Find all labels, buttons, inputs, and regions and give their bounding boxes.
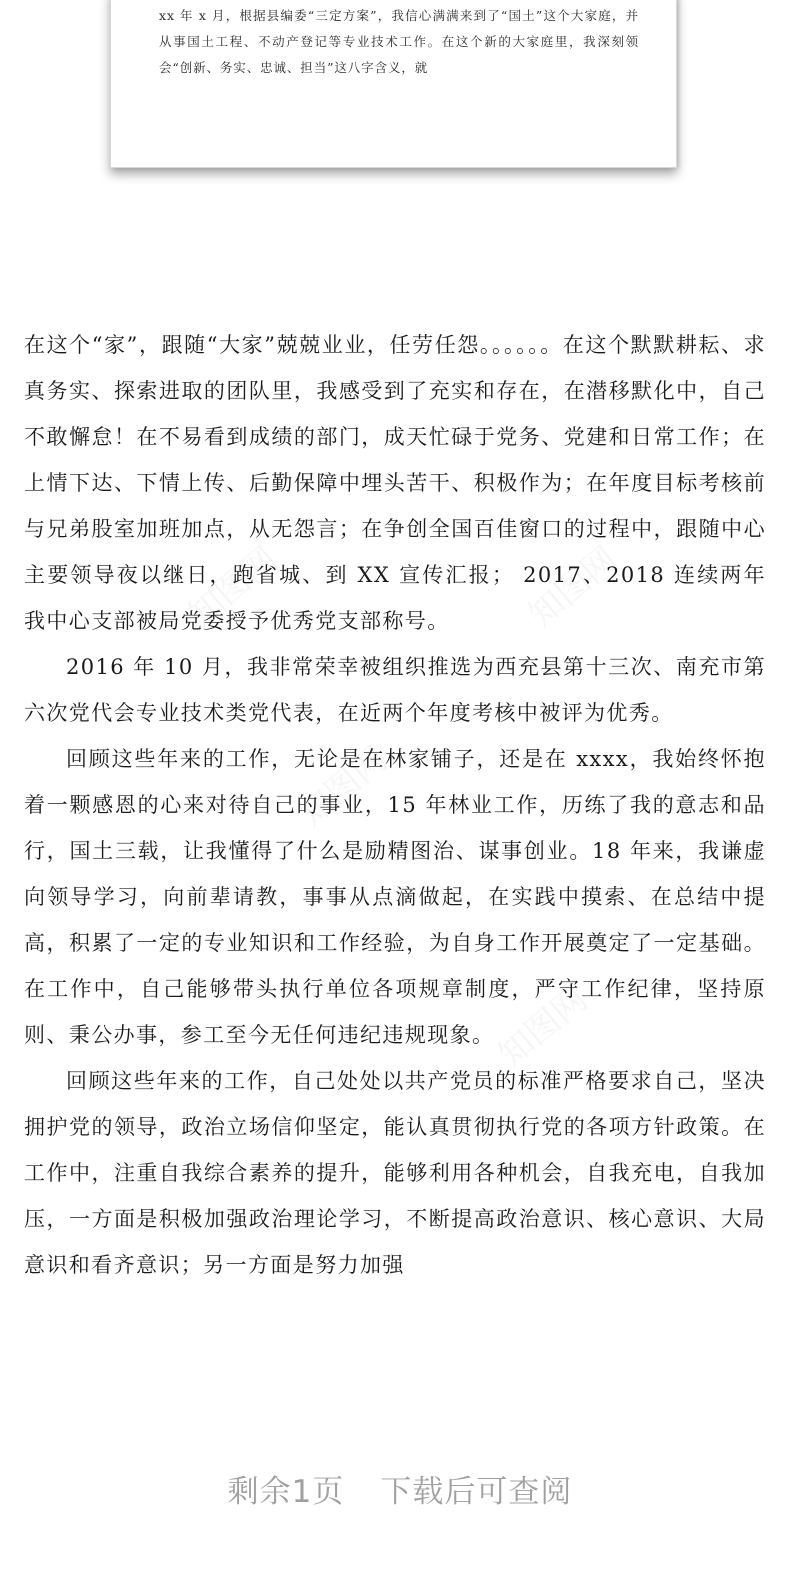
remaining-pages-label: 剩余1页 xyxy=(227,1474,345,1510)
watermark: 知图网 xyxy=(521,539,626,636)
watermark: 知图网 xyxy=(181,539,286,636)
preview-text: xx 年 x 月，根据县编委“三定方案”，我信心满满来到了“国土”这个大家庭，并从事国土工程、不动产登记等专业技术工作。在这个新的大家庭里，我深刻领会“创新、务实、忠诚、担当”这八字含义，就 xyxy=(159,8,639,75)
paragraph: 回顾这些年来的工作，自己处处以共产党员的标准严格要求自己，坚决拥护党的领导，政治立场信仰坚定，能认真贯彻执行党的各项方针政策。在工作中，注重自我综合素养的提升，能够利用各种机会，自我充电，自我加压，一方面是积极加强政治理论学习，不断提高政治意识、核心意识、大局意识和看齐意识；另一方面是努力加强 xyxy=(24,1069,766,1277)
download-hint-label: 下载后可查阅 xyxy=(380,1474,573,1510)
page-preview-card xyxy=(110,0,677,168)
watermark: 知图网 xyxy=(491,979,596,1076)
document-body xyxy=(24,322,766,1288)
paragraph: 回顾这些年来的工作，无论是在林家铺子，还是在 xxxx，我始终怀抱着一颗感恩的心来对待自己的事业，15 年林业工作，历练了我的意志和品行，国土三载，让我懂得了什么是励精图治、谋事创业。18 年来，我谦虚向领导学习，向前辈请教，事事从点滴做起，在实践中摸索、在总结中提高，积累了一定的专业知识和工作经验，为自身工作开展奠定了一定基础。在工作中，自己能够带头执行单位各项规章制度，严守工作纪律，坚持原则、秉公办事，参工至今无任何违纪违规现象。 xyxy=(24,747,766,1047)
paragraph: 2016 年 10 月，我非常荣幸被组织推选为西充县第十三次、南充市第六次党代会专业技术类党代表，在近两个年度考核中被评为优秀。 xyxy=(24,655,766,725)
download-prompt[interactable] xyxy=(0,1466,800,1511)
watermark: 知图网 xyxy=(291,739,396,836)
paragraph: 在这个“家”，跟随“大家”兢兢业业，任劳任怨。。。。。。在这个默默耕耘、求真务实、探索进取的团队里，我感受到了充实和存在，在潜移默化中，自己不敢懈怠！在不易看到成绩的部门，成天忙碌于党务、党建和日常工作；在上情下达、下情上传、后勤保障中埋头苦干、积极作为；在年度目标考核前与兄弟股室加班加点，从无怨言；在争创全国百佳窗口的过程中，跟随中心主要领导夜以继日，跑省城、到 XX 宣传汇报； 2017、2018 连续两年我中心支部被局党委授予优秀党支部称号。 xyxy=(24,333,766,633)
